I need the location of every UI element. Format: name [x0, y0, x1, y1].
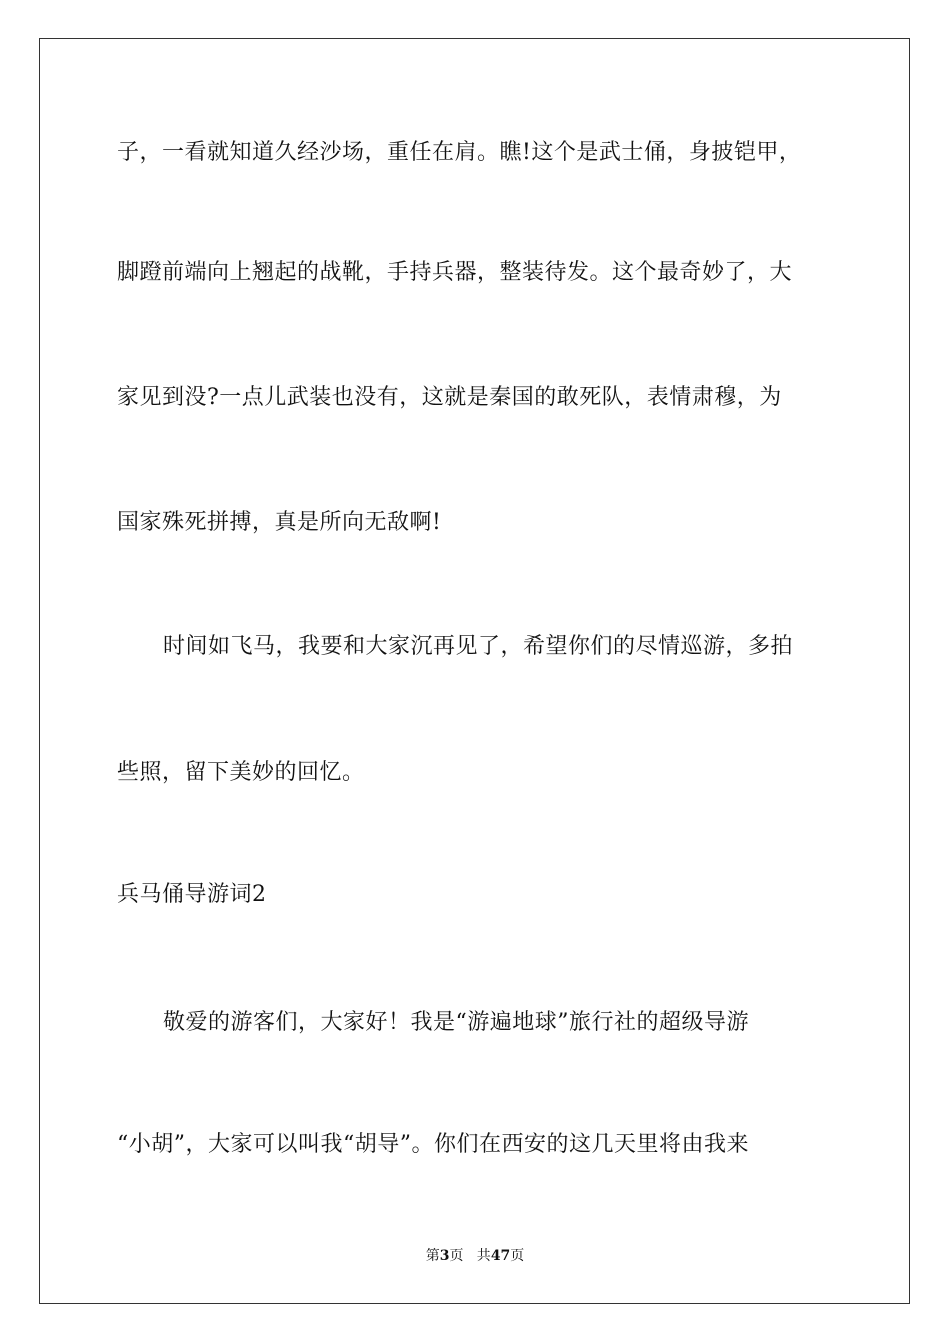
footer-suffix: 页 — [510, 1248, 525, 1264]
paragraph-start-line-2: 敬爱的游客们，大家好！我是“游遍地球”旅行社的超级导游 — [163, 1010, 749, 1035]
footer-current-page: 3 — [439, 1248, 450, 1264]
footer-middle: 页 共 — [449, 1248, 491, 1264]
text-line-9: “小胡”，大家可以叫我“胡导”。你们在西安的这几天里将由我来 — [117, 1132, 749, 1157]
text-line-4: 国家殊死拼搏，真是所向无敌啊! — [117, 510, 442, 535]
page-border — [39, 38, 910, 1304]
text-line-2: 脚蹬前端向上翘起的战靴，手持兵器，整装待发。这个最奇妙了，大 — [117, 260, 793, 285]
page-footer — [0, 1246, 950, 1266]
footer-total-pages: 47 — [490, 1248, 511, 1264]
footer-prefix: 第 — [425, 1248, 440, 1264]
text-line-6: 些照，留下美妙的回忆。 — [117, 760, 365, 785]
section-heading: 兵马俑导游词2 — [117, 882, 267, 907]
text-line-1: 子，一看就知道久经沙场，重任在肩。瞧!这个是武士俑，身披铠甲， — [117, 140, 802, 165]
paragraph-start-line: 时间如飞马，我要和大家沉再见了，希望你们的尽情巡游，多拍 — [163, 634, 794, 659]
text-line-3: 家见到没?一点儿武装也没有，这就是秦国的敢死队，表情肃穆，为 — [117, 385, 782, 410]
